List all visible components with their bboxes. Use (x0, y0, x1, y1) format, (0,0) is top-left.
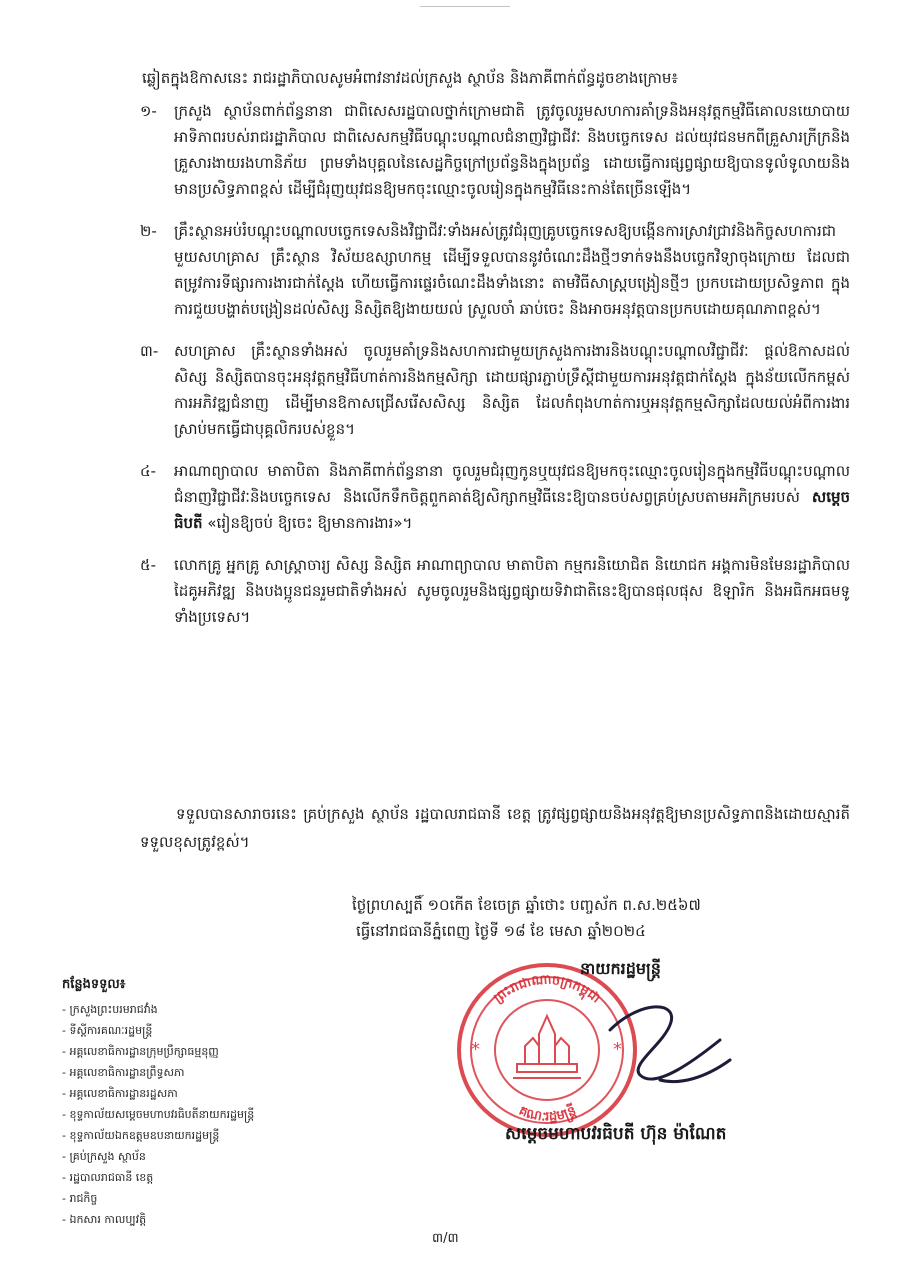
item-text: លោកគ្រូ អ្នកគ្រូ សាស្ត្រាចារ្យ សិស្ស និស្សិត អាណាព្យាបាល មាតាបិតា កម្មករនិយោជិត និយោជក អង្គការមិនមែនរដ្ឋាភិបាល ដៃគូអភិវឌ្ឍ និងបងប្អូនជនរួមជាតិទាំងអស់ សូមចូលរួមនិងផ្សព្វផ្សាយទិវាជាតិនេះឱ្យបានផុលផុស ឱឡារិក និងអធិកអធមទូទាំងប្រទេស។ (174, 556, 850, 626)
item-number: ១- (140, 102, 157, 120)
handwritten-signature (600, 990, 740, 1100)
item-text: សហគ្រាស គ្រឹះស្ថានទាំងអស់ ចូលរួមគាំទ្រនិងសហការជាមួយក្រសួងការងារនិងបណ្តុះបណ្តាលវិជ្ជាជីវៈ ផ្តល់ឱកាសដល់សិស្ស និស្សិតបានចុះអនុវត្តកម្មវិធីហាត់ការនិងកម្មសិក្សា ដោយផ្សារភ្ជាប់ទ្រឹស្តីជាមួយការអនុវត្តជាក់ស្តែង ក្នុងន័យលើកកម្ពស់ការអភិវឌ្ឍជំនាញ ដើម្បីមានឱកាសជ្រើសរើសសិស្ស និស្សិត ដែលកំពុងហាត់ការឬអនុវត្តកម្មសិក្សាដែលយល់អំពីការងារស្រាប់មកធ្វើជាបុគ្គលិករបស់ខ្លួន។ (174, 342, 850, 438)
list-item (140, 98, 850, 202)
recipient-item: - ខុទ្ទកាល័យសម្តេចមហាបវរធិបតីនាយករដ្ឋមន្ត្រី (62, 1108, 255, 1121)
item-text (174, 458, 850, 536)
date-solar: ធ្វើនៅរាជធានីភ្នំពេញ ថ្ងៃទី ១៨ ខែ មេសា ឆ្នាំ២០២៤ (356, 922, 646, 940)
seal-top-text: ព្រះរាជាណាចក្រកម្ពុជា (491, 972, 603, 1007)
recipient-item: - រាជកិច្ច (62, 1192, 98, 1205)
page-number: ៣/៣ (432, 1231, 459, 1246)
list-item (140, 552, 850, 630)
item-text: គ្រឹះស្ថានអប់រំបណ្តុះបណ្តាលបច្ចេកទេសនិងវិជ្ជាជីវៈទាំងអស់ត្រូវជំរុញគ្រូបច្ចេកទេសឱ្យបង្កើនការស្រាវជ្រាវនិងកិច្ចសហការជាមួយសហគ្រាស គ្រឹះស្ថាន វិស័យឧស្សាហកម្ម ដើម្បីទទួលបាននូវចំណេះដឹងថ្មីៗទាក់ទងនឹងបច្ចេកវិទ្យាចុងក្រោយ ដែលជាតម្រូវការទីផ្សារការងារជាក់ស្តែង ហើយធ្វើការផ្ទេរចំណេះដឹងទាំងនោះ តាមវិធីសាស្ត្របង្រៀនថ្មីៗ ប្រកបដោយប្រសិទ្ធភាព ក្នុងការជួយបង្ហាត់បង្រៀនដល់សិស្ស និស្សិតឱ្យងាយយល់ ស្រួលចាំ ឆាប់ចេះ និងអាចអនុវត្តបានប្រកបដោយគុណភាពខ្ពស់។ (174, 222, 850, 318)
list-item (140, 338, 850, 442)
list-item (140, 458, 850, 536)
seal-star-left: * (471, 1039, 480, 1060)
intro-paragraph: ឆ្លៀតក្នុងឱកាសនេះ រាជរដ្ឋាភិបាលសូមអំពាវនាវដល់ក្រសួង ស្ថាប័ន និងភាគីពាក់ព័ន្ធដូចខាងក្រោម៖ (142, 69, 679, 87)
recipients-title: កន្លែងទទួល៖ (62, 977, 126, 992)
item-text-tail: «រៀនឱ្យចប់ ឱ្យចេះ ឱ្យមានការងារ»។ (202, 514, 413, 532)
dateline (352, 892, 852, 944)
recipient-item: - ទីស្តីការគណៈរដ្ឋមន្ត្រី (62, 1024, 153, 1037)
top-mark (420, 0, 510, 7)
signer-title: នាយករដ្ឋមន្ត្រី (580, 959, 661, 978)
item-text: ក្រសួង ស្ថាប័នពាក់ព័ន្ធនានា ជាពិសេសរដ្ឋបាលថ្នាក់ក្រោមជាតិ ត្រូវចូលរួមសហការគាំទ្រនិងអនុវត្តកម្មវិធីគោលនយោបាយអាទិភាពរបស់រាជរដ្ឋាភិបាល ជាពិសេសកម្មវិធីបណ្តុះបណ្តាលជំនាញវិជ្ជាជីវៈ និងបច្ចេកទេស ដល់យុវជនមកពីគ្រួសារក្រីក្រនិងគ្រួសារងាយរងហានិភ័យ ព្រមទាំងបុគ្គលនៃសេដ្ឋកិច្ចក្រៅប្រព័ន្ធនិងក្នុងប្រព័ន្ធ ដោយធ្វើការផ្សព្វផ្សាយឱ្យបានទូលំទូលាយនិងមានប្រសិទ្ធភាពខ្ពស់ ដើម្បីជំរុញយុវជនឱ្យមកចុះឈ្មោះចូលរៀនក្នុងកម្មវិធីនេះកាន់តែច្រើនឡើង។ (174, 102, 850, 198)
item-number: ៥- (140, 556, 157, 574)
list-item (140, 218, 850, 322)
recipient-item: - ក្រសួងព្រះបរមរាជវាំង (62, 1003, 158, 1016)
appeal-list (140, 98, 850, 646)
recipient-item: - ខុទ្ទកាល័យឯកឧត្តមឧបនាយករដ្ឋមន្ត្រី (62, 1129, 220, 1142)
item-text-main: អាណាព្យាបាល មាតាបិតា និងភាគីពាក់ព័ន្ធនានា ចូលរួមជំរុញកូនឬយុវជនឱ្យមកចុះឈ្មោះចូលរៀនក្នុងកម្មវិធីបណ្តុះបណ្តាលជំនាញវិជ្ជាជីវៈនិងបច្ចេកទេស និងលើកទឹកចិត្តពួកគាត់ឱ្យសិក្សាកម្មវិធីនេះឱ្យបានចប់សព្វគ្រប់ស្របតាមអភិក្រមរបស់ (174, 462, 850, 506)
seal-bottom-text: គណៈរដ្ឋមន្ត្រី (516, 1103, 579, 1126)
closing-paragraph: ទទួលបានសារាចរនេះ គ្រប់ក្រសួង ស្ថាប័ន រដ្ឋបាលរាជធានី ខេត្ត ត្រូវផ្សព្វផ្សាយនិងអនុវត្តឱ្យមានប្រសិទ្ធភាពនិងដោយស្មារតីទទួលខុសត្រូវខ្ពស់។ (140, 805, 850, 851)
recipients-block (62, 975, 362, 1230)
recipient-item: - អគ្គលេខាធិការដ្ឋានព្រឹទ្ធសភា (62, 1066, 185, 1079)
recipient-item: - អគ្គលេខាធិការដ្ឋានក្រុមប្រឹក្សាធម្មនុញ្ញ (62, 1045, 219, 1058)
item-number: ៣- (140, 342, 159, 360)
recipient-item: - គ្រប់ក្រសួង ស្ថាប័ន (62, 1150, 146, 1163)
item-text-bold: សម្តេចធិបតី (174, 488, 850, 532)
recipient-item: - រដ្ឋបាលរាជធានី ខេត្ត (62, 1171, 154, 1184)
svg-text:គណៈរដ្ឋមន្ត្រី (517, 1102, 580, 1126)
signer-name: សម្តេចមហាបវរធិបតី ហ៊ុន ម៉ាណែត (505, 1124, 727, 1144)
item-number: ២- (140, 222, 157, 240)
date-lunar: ថ្ងៃព្រហស្បតិ៍ ១០កើត ខែចេត្រ ឆ្នាំថោះ បញ្ចស័ក ព.ស.២៥៦៧ (352, 896, 701, 914)
seal-star-right: * (613, 1039, 622, 1060)
recipient-item: - អគ្គលេខាធិការដ្ឋានរដ្ឋសភា (62, 1087, 178, 1100)
recipient-item: - ឯកសារ កាលប្បវត្តិ (62, 1213, 147, 1226)
item-number: ៤- (140, 462, 157, 480)
